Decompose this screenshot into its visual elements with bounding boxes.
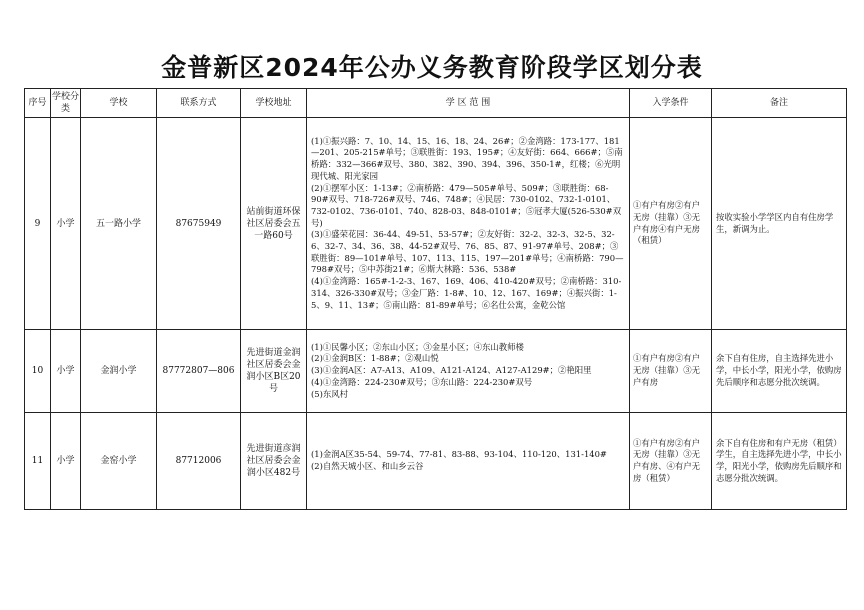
row-address: 先进街道彦润社区居委会金润小区482号 [241,413,307,510]
area-line: (2)①摆军小区：1-13#；②南桥路：479—505#单号、509#；③联胜街：68-90#双号、718-726#双号、746、748#；④民居：730-0102、732-1-0101、732-0102、736-0101、740、828-03、848-0101#；⑤冠孝大厦(526-530#双号) [311,182,622,228]
header-phone: 联系方式 [157,89,241,118]
row-school: 五一路小学 [81,118,157,330]
header-row [25,89,847,118]
row-note: 余下自有住房和有户无房（租赁）学生，自主选择先进小学，中长小学，阳光小学，依购房先后顺序和志愿分批次统调。 [712,413,847,510]
school-district-table [24,88,847,510]
row-school: 金润小学 [81,330,157,413]
header-area: 学 区 范 围 [307,89,630,118]
table-row [25,118,847,330]
row-phone: 87675949 [157,118,241,330]
row-type: 小学 [51,413,81,510]
header-type: 学校分类 [51,89,81,118]
header-note: 备注 [712,89,847,118]
area-line: (1)①振兴路：7、10、14、15、16、18、24、26#；②金湾路：173-177、181—201、205-215#单号；③联胜街：193、195#；④友好街：664、666#；⑤南桥路：332—366#双号、380、382、390、394、396、350-1#，红楼；⑥光明现代城、阳光家园 [311,135,623,181]
header-address: 学校地址 [241,89,307,118]
table-row [25,413,847,510]
row-area [307,413,630,510]
area-line: (4)①金湾路：165#-1-2-3、167、169、406、410-420#双号；②南桥路：310-314、326-330#双号；③金厂路：1-8#、10、12、167、169#；④振兴街：1-5、9、11、13#；⑤南山路：81-89#单号；⑥名仕公寓，金乾公馆 [311,276,622,310]
row-area [307,330,630,413]
row-seq: 10 [25,330,51,413]
area-line: (1)①民馨小区；②东山小区；③金星小区；④东山教师楼 [311,341,524,352]
row-seq: 11 [25,413,51,510]
area-line: (2)自然天城小区、和山乡云谷 [311,461,424,471]
row-note: 按收实验小学学区内自有住房学生，新调为止。 [712,118,847,330]
row-school: 金窑小学 [81,413,157,510]
row-type: 小学 [51,330,81,413]
header-school: 学校 [81,89,157,118]
row-condition: ①有户有房②有户无房（挂靠）③无户有房④有户无房（租赁） [630,118,712,330]
page-title: 金普新区2024年公办义务教育阶段学区划分表 [161,53,703,82]
row-phone: 87712006 [157,413,241,510]
header-seq: 序号 [25,89,51,118]
row-address: 先进街道金润社区居委会金润小区B区20号 [241,330,307,413]
header-condition: 入学条件 [630,89,712,118]
row-condition: ①有户有房②有户无房（挂靠）③无户有房 [630,330,712,413]
area-line: (3)①盛荣花园：36-44、49-51、53-57#；②友好街：32-2、32-3、32-5、32-6、32-7、34、36、38、44-52#双号、76、85、87、91-97#单号、208#；③联胜街：89—101#单号、107、113、115、197—201#单号；④南桥路：790—798#双号；⑤中苏街21#；⑥斯大林路：536、538# [311,229,624,275]
row-phone: 87772807—806 [157,330,241,413]
row-seq: 9 [25,118,51,330]
area-line: (2)①金润B区：1-88#；②观山悦 [311,353,439,364]
area-line: (1)金润A区35-54、59-74、77-81、83-88、93-104、110-120、131-140# [311,449,607,460]
row-condition: ①有户有房②有户无房（挂靠）③无户有房、④有户无房（租赁） [630,413,712,510]
row-type: 小学 [51,118,81,330]
area-line: (4)①金湾路：224-230#双号；③东山路：224-230#双号 [311,376,533,387]
area-line: (5)东风村 [311,388,348,399]
row-address: 站前街道环保社区居委会五一路60号 [241,118,307,330]
area-line: (3)①金润A区：A7-A13、A109、A121-A124、A127-A129#；②艳阳里 [311,365,592,376]
row-area [307,118,630,330]
row-note: 余下自有住房，自主选择先进小学，中长小学，阳光小学，依购房先后顺序和志愿分批次统调。 [712,330,847,413]
table-row [25,330,847,413]
